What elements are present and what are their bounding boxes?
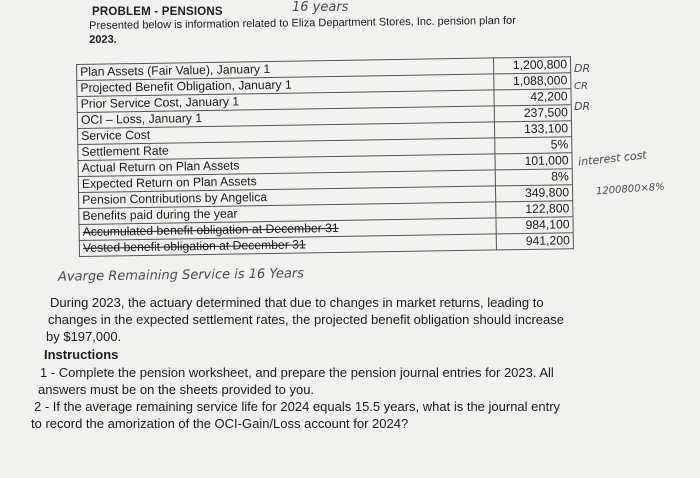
- row-label: Expected Return on Plan Assets: [78, 170, 495, 193]
- row-label: Projected Benefit Obligation, January 1: [77, 74, 494, 97]
- row-value: 5%: [495, 137, 572, 154]
- row-label: OCI – Loss, January 1: [77, 106, 494, 129]
- note-interest-cost: interest cost: [577, 148, 648, 169]
- instructions-heading: Instructions: [44, 347, 119, 362]
- row-label: Prior Service Cost, January 1: [77, 90, 494, 113]
- row-value: 8%: [495, 169, 572, 186]
- row-label: Settlement Rate: [78, 138, 495, 161]
- row-value: 122,800: [496, 201, 573, 218]
- handwritten-average-remaining-service: Avarge Remaining Service is 16 Years: [57, 266, 305, 285]
- note-dr-psc: DR: [574, 100, 591, 113]
- intro-text: [89, 12, 629, 47]
- row-value: 237,500: [494, 105, 571, 122]
- note-expected-return-calc: 1200800×8%: [595, 181, 666, 198]
- note-dr-plan-assets: DR: [574, 62, 591, 75]
- row-value: 984,100: [496, 217, 573, 234]
- row-label: Accumulated benefit obligation at December 31: [79, 218, 496, 241]
- row-value: 1,088,000: [494, 73, 571, 90]
- paragraph-line-3: by $197,000.: [46, 329, 122, 344]
- problem-title: PROBLEM - PENSIONS: [92, 6, 223, 18]
- intro-line-1: Presented below is information related to Eliza Department Stores, Inc. pension plan for: [89, 14, 516, 32]
- row-label: Service Cost: [78, 122, 495, 145]
- row-value: 101,000: [495, 153, 572, 170]
- note-cr-pbo: CR: [574, 81, 588, 92]
- intro-line-2: 2023.: [89, 33, 117, 46]
- row-value: 42,200: [494, 89, 571, 106]
- handwritten-years-note: 16 years: [292, 0, 349, 15]
- instruction-2-line-1: 2 - If the average remaining service life for 2024 equals 15.5 years, what is the journal entry: [34, 399, 561, 414]
- row-label: Plan Assets (Fair Value), January 1: [77, 58, 494, 81]
- row-label: Vested benefit obligation at December 31: [79, 234, 496, 257]
- instruction-2-line-2: to record the amorization of the OCI-Gain/Loss account for 2024?: [31, 416, 409, 431]
- row-value: 133,100: [494, 121, 571, 138]
- instruction-1-line-2: answers must be on the sheets provided to you.: [38, 382, 315, 397]
- row-value: 941,200: [496, 233, 573, 250]
- row-label: Pension Contributions by Angelica: [79, 186, 496, 209]
- paragraph-line-2: changes in the expected settlement rates, the projected benefit obligation should increase: [48, 312, 565, 327]
- row-label: Actual Return on Plan Assets: [78, 154, 495, 177]
- row-value: 349,800: [495, 185, 572, 202]
- pension-data-table: [76, 56, 574, 257]
- row-label: Benefits paid during the year: [79, 202, 496, 225]
- paragraph-line-1: During 2023, the actuary determined that due to changes in market returns, leading to: [50, 295, 544, 310]
- row-value: 1,200,800: [493, 57, 570, 74]
- instruction-1-line-1: 1 - Complete the pension worksheet, and prepare the pension journal entries for 2023. All: [40, 365, 554, 380]
